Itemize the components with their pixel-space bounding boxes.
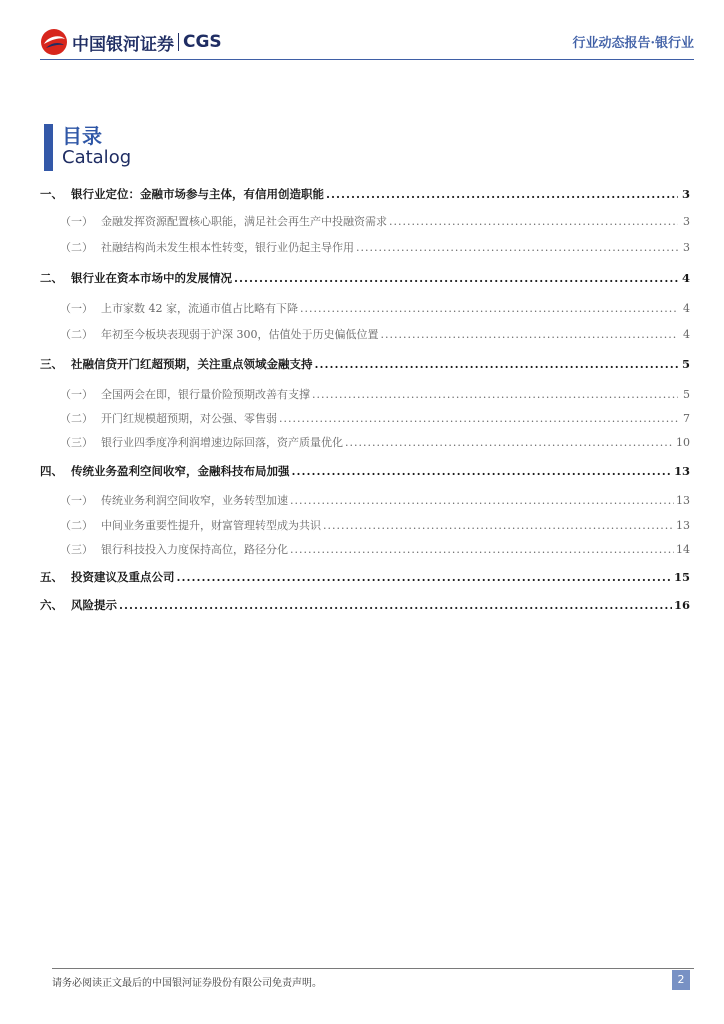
heading-accent-bar [44,124,53,171]
toc-page: 4 [683,302,690,315]
toc-number: （一） [60,388,93,401]
toc-entry[interactable] [40,239,690,261]
toc-title: 风险提示 [71,598,117,612]
toc-entry[interactable] [40,186,690,208]
toc-entry[interactable] [40,386,690,408]
report-type-label: 行业动态报告·银行业 [572,36,694,51]
toc-page: 15 [673,570,690,584]
toc-leader [300,302,678,315]
toc-leader [356,241,678,254]
toc-entry[interactable] [40,492,690,514]
page-number: 2 [672,970,690,990]
galaxy-logo-icon [40,28,68,56]
toc-page: 7 [683,412,690,425]
brand-name-cn: 中国银河证券 [72,34,174,55]
toc-title: 开门红规模超预期，对公强、零售弱 [101,412,277,425]
toc-page: 16 [673,598,690,612]
toc-entry[interactable] [40,356,690,378]
toc-leader [177,570,672,584]
toc-page: 5 [681,357,690,371]
toc-title: 中间业务重要性提升，财富管理转型成为共识 [101,519,321,532]
toc-number: 二、 [40,271,63,285]
header-divider [40,59,694,60]
toc-title: 传统业务利润空间收窄，业务转型加速 [101,494,288,507]
toc-entry[interactable] [40,300,690,322]
toc-page: 13 [673,464,690,478]
toc-page: 5 [683,388,690,401]
toc-entry[interactable] [40,463,690,485]
heading-cn: 目录 [62,124,102,148]
toc-title: 上市家数 42 家，流通市值占比略有下降 [101,302,298,315]
toc-number: （二） [60,328,93,341]
toc-number: （二） [60,412,93,425]
toc-entry[interactable] [40,434,690,456]
toc-number: （二） [60,519,93,532]
toc-title: 全国两会在即，银行量价险预期改善有支撑 [101,388,310,401]
toc-entry[interactable] [40,517,690,539]
toc-entry[interactable] [40,410,690,432]
toc-page: 4 [683,328,690,341]
toc-leader [279,412,678,425]
toc-leader [381,328,679,341]
logo-divider [178,33,179,51]
toc-title: 银行业在资本市场中的发展情况 [71,271,232,285]
toc-page: 13 [676,519,690,532]
toc-title: 银行业四季度净利润增速边际回落，资产质量优化 [101,436,343,449]
toc-number: 一、 [40,187,63,201]
toc-title: 银行科技投入力度保持高位，路径分化 [101,543,288,556]
toc-number: （一） [60,215,93,228]
toc-number: （三） [60,543,93,556]
toc-entry[interactable] [40,326,690,348]
toc-leader [323,519,674,532]
toc-entry[interactable] [40,597,690,619]
toc-page: 10 [676,436,690,449]
toc-leader [315,357,679,371]
toc-leader [326,187,678,201]
footer-disclaimer: 请务必阅读正文最后的中国银河证券股份有限公司免责声明。 [52,978,322,989]
toc-title: 传统业务盈利空间收窄，金融科技布局加强 [71,464,290,478]
toc-number: （一） [60,494,93,507]
toc-page: 3 [683,215,690,228]
toc-page: 4 [681,271,690,285]
toc-title: 银行业定位：金融市场参与主体，有信用创造职能 [71,187,324,201]
toc-number: 四、 [40,464,63,478]
toc-number: 五、 [40,570,63,584]
toc-leader [292,464,672,478]
toc-entry[interactable] [40,270,690,292]
toc-leader [119,598,672,612]
toc-leader [389,215,678,228]
toc-leader [234,271,678,285]
heading-en: Catalog [62,147,132,168]
toc-title: 社融信贷开门红超预期，关注重点领域金融支持 [71,357,313,371]
toc-leader [290,543,674,556]
toc-leader [290,494,674,507]
toc-number: （一） [60,302,93,315]
toc-number: 六、 [40,598,63,612]
toc-title: 投资建议及重点公司 [71,570,175,584]
toc-page: 3 [683,241,690,254]
brand-name-en: CGS [183,32,222,52]
footer-divider [52,968,694,969]
toc-entry[interactable] [40,213,690,235]
toc-number: 三、 [40,357,63,371]
toc-number: （二） [60,241,93,254]
toc-entry[interactable] [40,569,690,591]
toc-entry[interactable] [40,541,690,563]
page-header [0,0,724,70]
toc-leader [345,436,674,449]
company-logo [40,28,222,56]
toc-title: 社融结构尚未发生根本性转变，银行业仍起主导作用 [101,241,354,254]
toc-number: （三） [60,436,93,449]
toc-leader [312,388,678,401]
toc-title: 金融发挥资源配置核心职能，满足社会再生产中投融资需求 [101,215,387,228]
toc-page: 14 [676,543,690,556]
toc-page: 3 [681,187,690,201]
toc-title: 年初至今板块表现弱于沪深 300，估值处于历史偏低位置 [101,328,379,341]
toc-page: 13 [676,494,690,507]
